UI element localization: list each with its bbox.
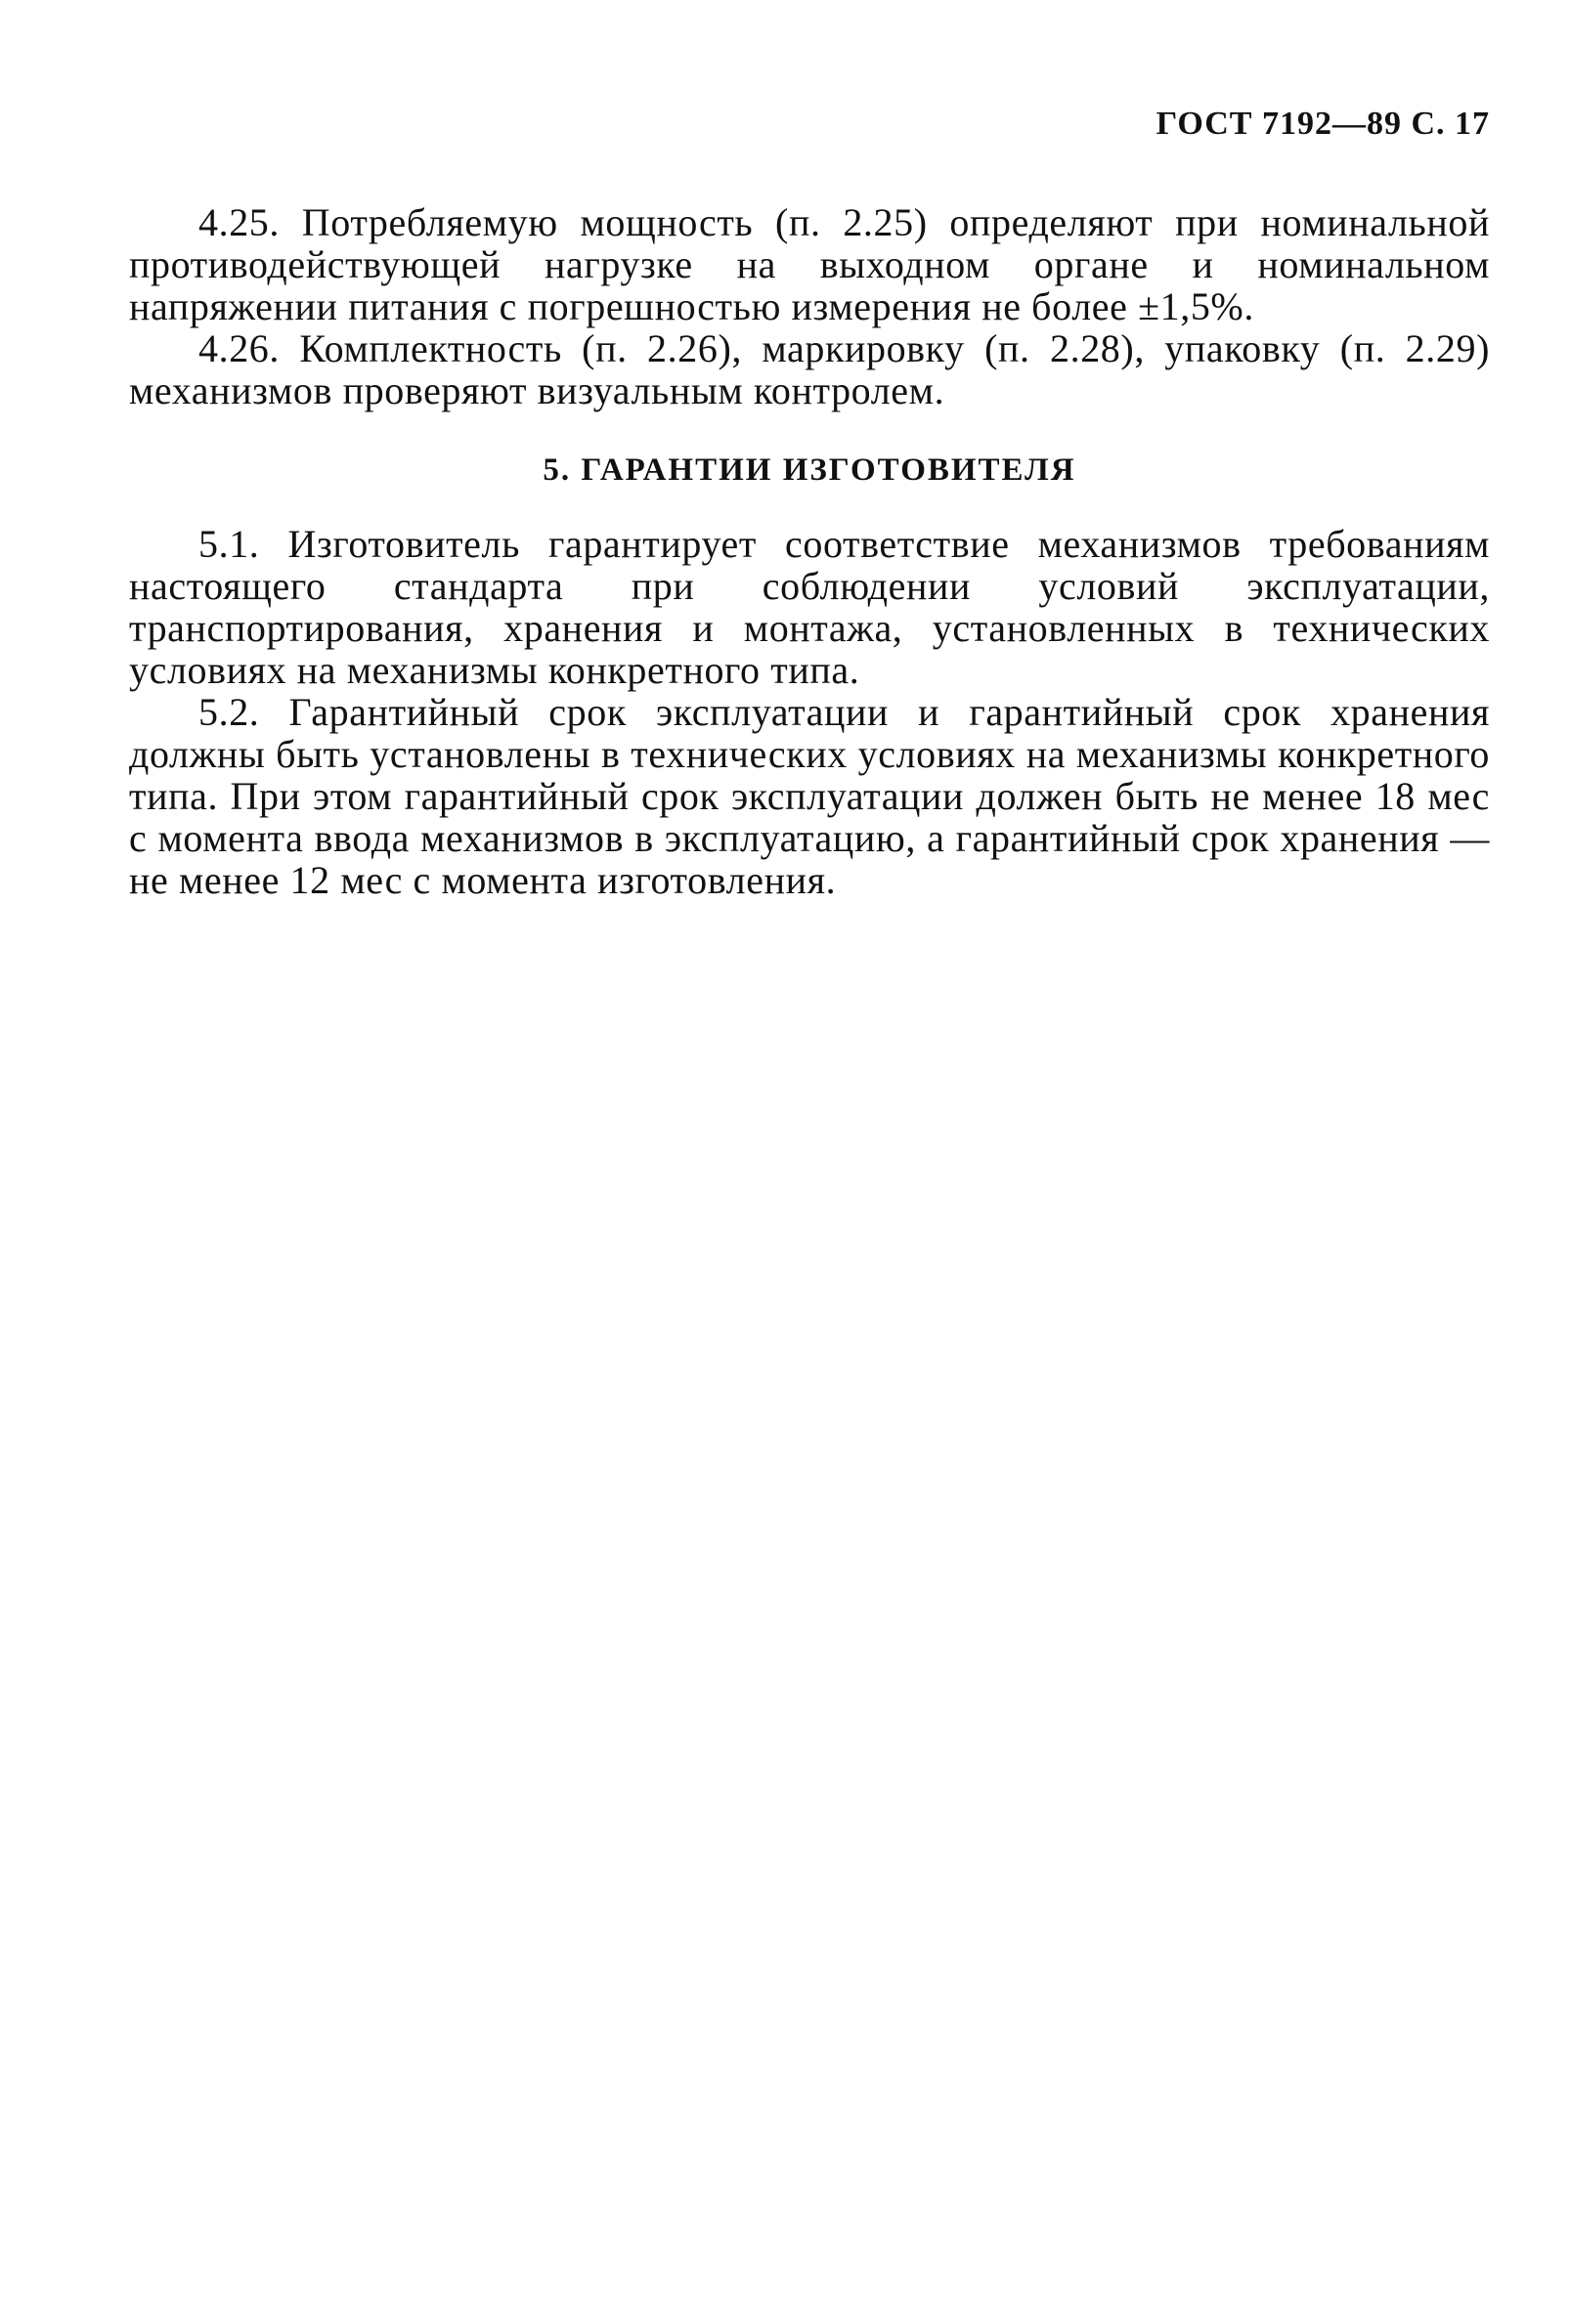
paragraph-4-25: 4.25. Потребляемую мощность (п. 2.25) определяют при номинальной противодействующей нагрузке на выходном органе и номинальном напряжении питания с погрешностью измерения не более ±1,5%.: [129, 200, 1490, 328]
paragraph-5-2: 5.2. Гарантийный срок эксплуатации и гарантийный срок хранения должны быть установлены в технических условиях на механизмы конкретного типа. При этом гарантийный срок эксплуатации должен быть не менее 18 мес с момента ввода механизмов в эксплуатацию, а гарантийный срок хранения — не менее 12 мес с момента изготовления.: [129, 690, 1490, 902]
paragraph-5-1: 5.1. Изготовитель гарантирует соответствие механизмов требованиям настоящего стандарта при соблюдении условий эксплуатации, транспортирования, хранения и монтажа, установленных в технических условиях на механизмы конкретного типа.: [129, 522, 1490, 692]
body-text: [129, 201, 1490, 901]
paragraph-4-26: 4.26. Комплектность (п. 2.26), маркировку (п. 2.28), упаковку (п. 2.29) механизмов проверяют визуальным контролем.: [129, 326, 1490, 412]
section-title: 5. ГАРАНТИИ ИЗГОТОВИТЕЛЯ: [543, 452, 1076, 488]
running-head: ГОСТ 7192—89 С. 17: [1156, 106, 1490, 142]
